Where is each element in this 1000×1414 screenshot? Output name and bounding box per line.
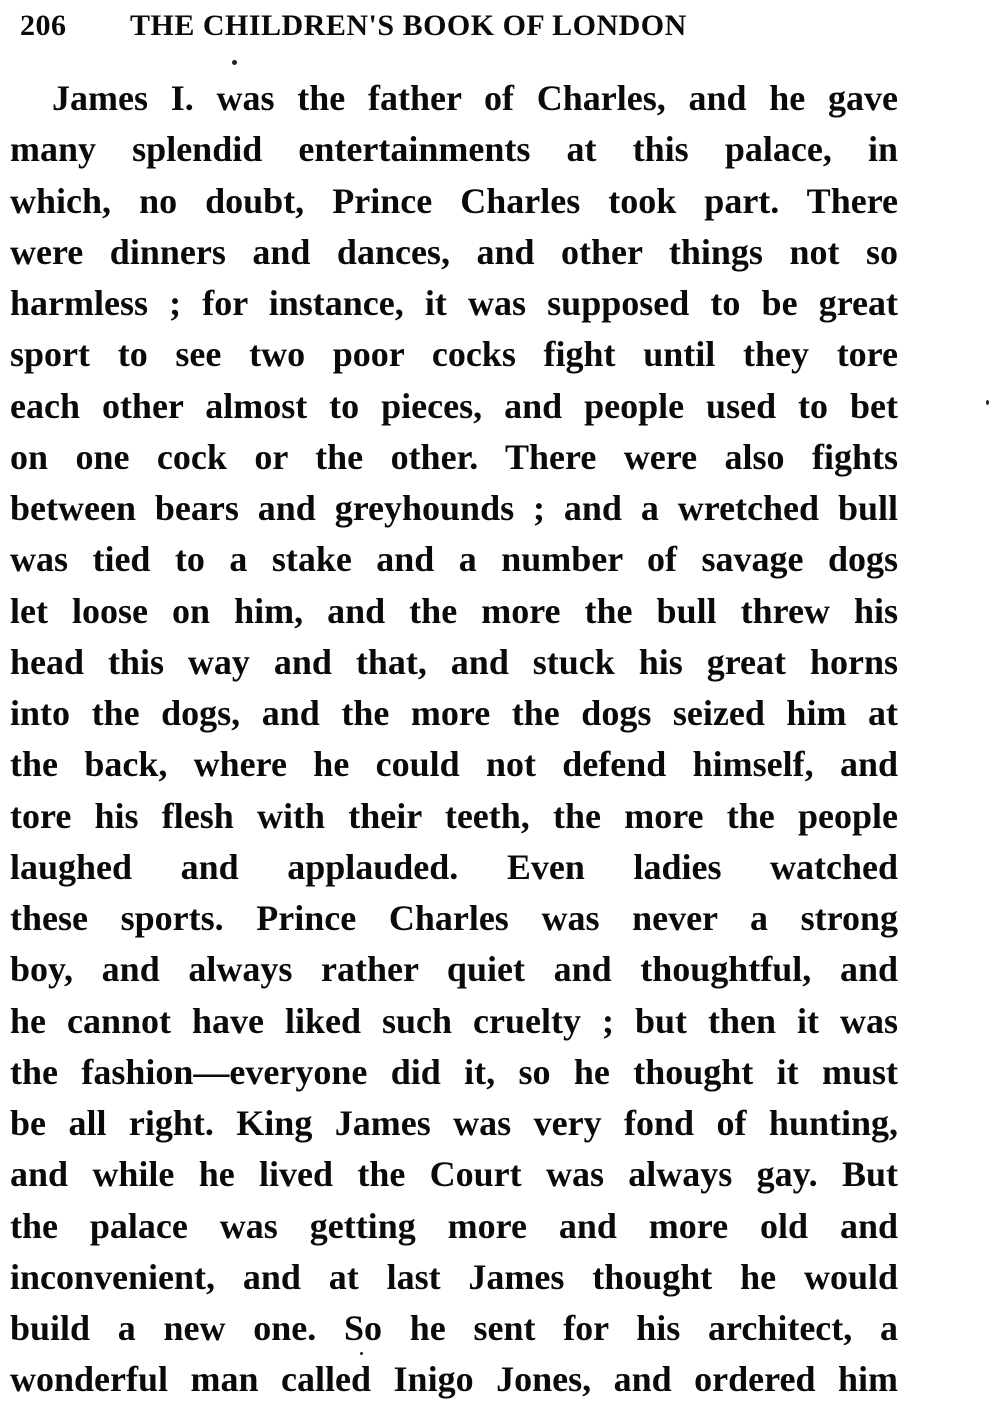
text-line: was tied to a stake and a number of savage dogs	[10, 539, 898, 580]
text-line: let loose on him, and the more the bull threw his	[10, 590, 898, 631]
text-line: the back, where he could not defend himself, and	[10, 744, 898, 785]
text-line: on one cock or the other. There were also fights	[10, 436, 898, 477]
text-line: were dinners and dances, and other things not so	[10, 231, 898, 272]
text-line: head this way and that, and stuck his great horns	[10, 641, 898, 682]
text-line: he cannot have liked such cruelty ; but then it was	[10, 1000, 898, 1041]
running-title: THE CHILDREN'S BOOK OF LONDON	[130, 9, 687, 42]
text-line: which, no doubt, Prince Charles took part. There	[10, 180, 898, 221]
text-line: between bears and greyhounds ; and a wretched bull	[10, 488, 898, 528]
text-line: the fashion—everyone did it, so he thought it must	[10, 1051, 898, 1092]
text-line: boy, and always rather quiet and thoughtful, and	[10, 949, 898, 990]
text-line: each other almost to pieces, and people used to bet	[10, 385, 898, 426]
running-header	[20, 6, 687, 46]
print-speck	[986, 400, 989, 405]
text-line: build a new one. So he sent for his architect, a	[10, 1308, 898, 1348]
text-line: into the dogs, and the more the dogs seized him at	[10, 693, 898, 733]
text-line: wonderful man called Inigo Jones, and ordered him	[10, 1359, 898, 1400]
text-line: sport to see two poor cocks fight until they tore	[10, 334, 898, 375]
text-line: the palace was getting more and more old and	[10, 1205, 898, 1246]
body-paragraph	[10, 73, 898, 1406]
text-line: and while he lived the Court was always gay. But	[10, 1154, 898, 1195]
text-line: tore his flesh with their teeth, the more the people	[10, 795, 898, 836]
page-number: 206	[20, 9, 67, 42]
text-line: these sports. Prince Charles was never a strong	[10, 898, 898, 938]
print-speck	[232, 60, 237, 65]
text-line: harmless ; for instance, it was supposed to be great	[10, 283, 898, 323]
text-line: inconvenient, and at last James thought he would	[10, 1256, 898, 1297]
text-line: James I. was the father of Charles, and he gave	[52, 78, 898, 118]
text-line: be all right. King James was very fond of hunting,	[10, 1103, 898, 1143]
text-line: laughed and applauded. Even ladies watched	[10, 846, 898, 887]
text-line: many splendid entertainments at this palace, in	[10, 129, 898, 170]
